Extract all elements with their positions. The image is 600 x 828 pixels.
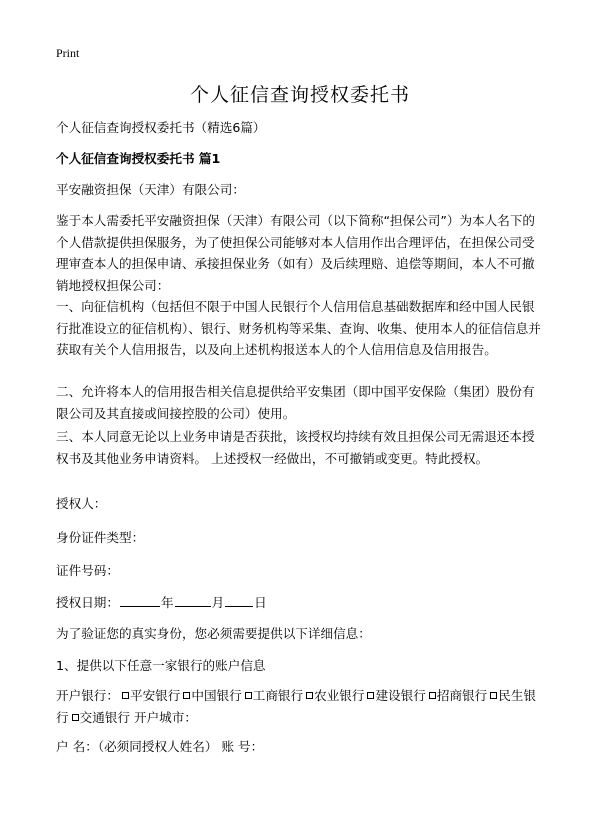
paragraph-clause-2: 二、允许将本人的信用报告相关信息提供给平安集团（即中国平安保险（集团）股份有限公司及其直接或间接控股的公司）使用。 bbox=[56, 384, 535, 421]
authorizer-label: 授权人： bbox=[56, 496, 107, 511]
doc-subtitle: 个人征信查询授权委托书（精选6篇） bbox=[56, 120, 266, 135]
bank-option: 工商银行 bbox=[252, 688, 304, 703]
year-blank bbox=[120, 592, 160, 607]
bank-option: 民生银行 bbox=[56, 688, 536, 725]
item-1: 1、提供以下任意一家银行的账户信息 bbox=[56, 658, 266, 673]
id-number-label: 证件号码： bbox=[56, 563, 119, 578]
checkbox-icon[interactable] bbox=[72, 714, 79, 721]
year-label: 年 bbox=[160, 595, 174, 610]
checkbox-icon[interactable] bbox=[367, 692, 374, 699]
bank-label: 开户银行： bbox=[56, 688, 119, 703]
city-label: 开户城市： bbox=[133, 709, 197, 725]
checkbox-icon[interactable] bbox=[183, 692, 190, 699]
paragraph-intro: 鉴于本人需委托平安融资担保（天津）有限公司（以下简称“担保公司”）为本人名下的个人借款提供担保服务，为了使担保公司能够对本人信用作出合理评估，在担保公司受理审查本人的担保申请、承接担保业务（如有）及后续理赔、追偿等期间，本人不可撤销地授权担保公司： bbox=[56, 213, 536, 293]
account-number-label: 账 号： bbox=[221, 739, 264, 754]
addressee: 平安融资担保（天津）有限公司： bbox=[56, 182, 245, 197]
print-link[interactable]: Print bbox=[56, 46, 80, 60]
paragraph-clause-3: 三、本人同意无论以上业务申请是否获批，该授权均持续有效且担保公司无需退还本授权书及其他业务申请资料。 上述授权一经做出，不可撤销或变更。特此授权。 bbox=[56, 429, 535, 466]
day-blank bbox=[225, 592, 253, 607]
id-type-label: 身份证件类型： bbox=[56, 530, 145, 545]
bank-option: 招商银行 bbox=[436, 688, 488, 703]
date-label: 授权日期： bbox=[56, 595, 119, 610]
account-name-label: 户 名：（必须同授权人姓名） bbox=[56, 739, 218, 754]
bank-option: 中国银行 bbox=[191, 688, 242, 703]
day-label: 日 bbox=[254, 595, 267, 610]
checkbox-icon[interactable] bbox=[429, 692, 436, 699]
bank-option: 农业银行 bbox=[314, 688, 365, 703]
section-heading: 个人征信查询授权委托书 篇1 bbox=[56, 151, 221, 166]
page-title: 个人征信查询授权委托书 bbox=[189, 84, 410, 106]
bank-option: 交通银行 bbox=[79, 709, 130, 725]
checkbox-icon[interactable] bbox=[122, 692, 129, 699]
bank-options bbox=[56, 685, 546, 728]
checkbox-icon[interactable] bbox=[306, 692, 313, 699]
bank-option: 建设银行 bbox=[375, 688, 426, 703]
month-blank bbox=[175, 592, 211, 607]
checkbox-icon[interactable] bbox=[245, 692, 252, 699]
authorization-date bbox=[56, 592, 546, 614]
bank-option: 平安银行 bbox=[129, 688, 181, 703]
month-label: 月 bbox=[211, 595, 225, 610]
account-info bbox=[56, 736, 546, 758]
paragraph-clause-1: 一、向征信机构（包括但不限于中国人民银行个人信用信息基础数据库和经中国人民银行批准设立的征信机构）、银行、财务机构等采集、查询、收集、使用本人的征信信息并获取有关个人信用报告，以及向上述机构报送本人的个人信用信息及信用报告。 bbox=[56, 299, 541, 358]
checkbox-icon[interactable] bbox=[490, 692, 497, 699]
verify-instruction: 为了验证您的真实身份，您必须需要提供以下详细信息： bbox=[56, 626, 371, 641]
